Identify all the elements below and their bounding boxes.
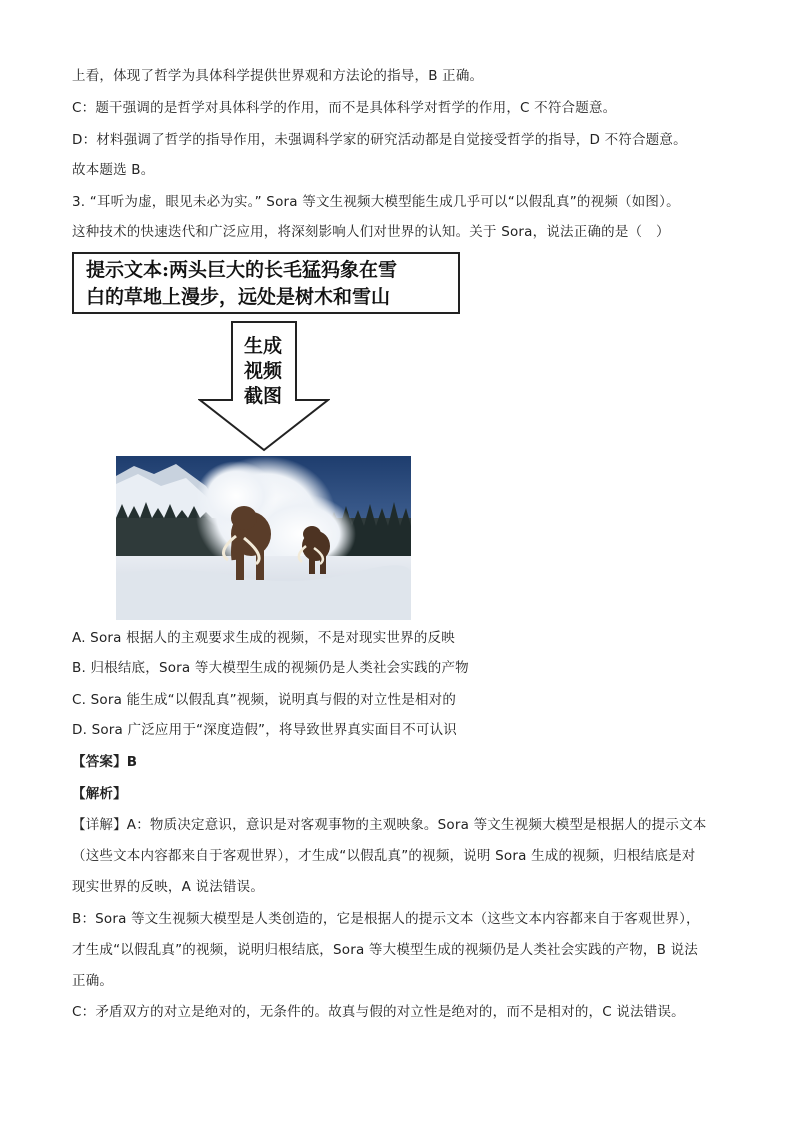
analysis-line: 【详解】A：物质决定意识，意识是对客观事物的主观映象。Sora 等文生视频大模型是根据人的提示文本 xyxy=(72,817,707,833)
option-b: B. 归根结底，Sora 等大模型生成的视频仍是人类社会实践的产物 xyxy=(72,660,469,676)
analysis-title: 【解析】 xyxy=(72,786,127,802)
analysis-line: 正确。 xyxy=(72,973,114,989)
question-stem: 3. “耳听为虚，眼见未必为实。” Sora 等文生视频大模型能生成几乎可以“以假乱真”的视频（如图）。 xyxy=(72,194,680,210)
arrow-label-line: 截图 xyxy=(243,385,282,407)
text-line: 上看，体现了哲学为具体科学提供世界观和方法论的指导，B 正确。 xyxy=(72,68,484,84)
text-line: C：题干强调的是哲学对具体科学的作用，而不是具体科学对哲学的作用，C 不符合题意。 xyxy=(72,100,617,116)
prompt-line: 白的草地上漫步，远处是树木和雪山 xyxy=(86,286,391,308)
question-stem: 这种技术的快速迭代和广泛应用，将深刻影响人们对世界的认知。关于 Sora，说法正确的是（ ） xyxy=(72,224,670,240)
option-c: C. Sora 能生成“以假乱真”视频，说明真与假的对立性是相对的 xyxy=(72,692,457,708)
analysis-line: （这些文本内容都来自于客观世界），才生成“以假乱真”的视频，说明 Sora 生成的视频，归根结底是对 xyxy=(72,848,696,864)
prompt-text-box xyxy=(72,252,460,314)
arrow-label-line: 视频 xyxy=(243,360,282,382)
analysis-line: 才生成“以假乱真”的视频，说明归根结底，Sora 等大模型生成的视频仍是人类社会实践的产物，B 说法 xyxy=(72,942,698,958)
analysis-line: B：Sora 等文生视频大模型是人类创造的，它是根据人的提示文本（这些文本内容都来自于客观世界）， xyxy=(72,911,700,927)
option-d: D. Sora 广泛应用于“深度造假”，将导致世界真实面目不可认识 xyxy=(72,722,458,738)
option-a: A. Sora 根据人的主观要求生成的视频，不是对现实世界的反映 xyxy=(72,630,455,646)
arrow-label-line: 生成 xyxy=(243,335,282,357)
text-line: D：材料强调了哲学的指导作用，未强调科学家的研究活动都是自觉接受哲学的指导，D 不符合题意。 xyxy=(72,132,687,148)
arrow-label xyxy=(233,334,293,409)
answer-label: 【答案】B xyxy=(72,754,138,770)
text-line: 故本题选 B。 xyxy=(72,162,155,178)
analysis-line: C：矛盾双方的对立是绝对的，无条件的。故真与假的对立性是绝对的，而不是相对的，C 说法错误。 xyxy=(72,1004,685,1020)
prompt-line: 提示文本:两头巨大的长毛猛犸象在雪 xyxy=(86,259,398,281)
analysis-line: 现实世界的反映，A 说法错误。 xyxy=(72,879,265,895)
mammoth-video-screenshot xyxy=(116,456,411,620)
